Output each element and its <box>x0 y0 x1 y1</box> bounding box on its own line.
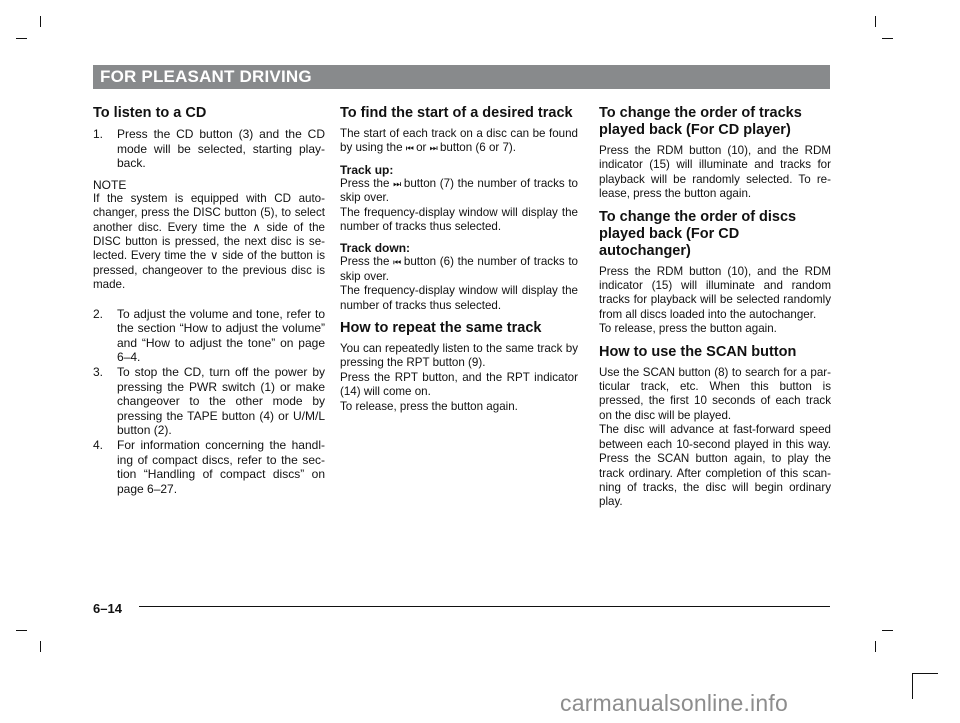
crop-mark <box>912 673 938 674</box>
step-number: 1. <box>93 127 104 141</box>
step-text: Press the CD button (3) and the CD mode will be selected, starting play-back. <box>117 127 325 171</box>
track-up-display-text: The frequency-display window will display the number of tracks thus selected. <box>340 205 578 234</box>
note-text <box>93 192 325 293</box>
note-text-b: side of the DISC button is pressed, the next disc is se-lected. Every time the <box>93 220 326 263</box>
list-item <box>93 438 325 496</box>
step-number: 3. <box>93 365 104 379</box>
repeat-text-b: Press the RPT button, and the RPT indicator (14) will come on. <box>340 370 578 399</box>
note-text-c: side of the button is pressed, changeover to the previous disc is made. <box>93 249 325 292</box>
track-down-text <box>340 255 578 284</box>
crop-mark <box>875 641 876 652</box>
repeat-text-c: To release, press the button again. <box>340 399 518 413</box>
up-arrow-icon: ∧ <box>252 220 261 234</box>
step-text: To adjust the volume and tone, refer to the section “How to adjust the volume” and “How to adjust the tone” on page 6–4. <box>117 306 325 365</box>
list-item <box>93 365 325 438</box>
intro-text-a: The start of each track on a disc can be found by using the <box>340 127 578 155</box>
crop-mark <box>40 641 41 652</box>
heading-repeat-track: How to repeat the same track <box>340 320 542 337</box>
previous-track-icon: ⏮ <box>393 257 401 268</box>
page-section-title: FOR PLEASANT DRIVING <box>100 67 312 86</box>
scan-text-b: The disc will advance at fast-forward speed between each 10-second played in this way. Press the SCAN button again, to play the track ordinary. After completion of this scan-ning of tracks, the disc will begin ordinary play. <box>599 423 831 509</box>
crop-mark <box>912 673 913 699</box>
find-track-intro <box>340 127 578 156</box>
heading-find-track: To find the start of a desired track <box>340 105 573 121</box>
list-item <box>93 307 325 365</box>
step-text: For information concerning the handl-ing of compact discs, refer to the sec-tion “Handling of compact discs” on page 6–27. <box>117 437 325 496</box>
steps-list <box>93 307 325 497</box>
page-number: 6–14 <box>93 601 122 616</box>
track-down-text-b: button (6) the number of tracks to skip over. <box>340 255 579 283</box>
column-left <box>93 105 325 496</box>
crop-mark <box>882 38 893 39</box>
scan-text-a: Use the SCAN button (8) to search for a par-ticular track, etc. When this button is pressed, the first 10 seconds of each track on the disc will be played. <box>599 365 831 422</box>
disc-order-text-a: Press the RDM button (10), and the RDM indicator (15) will illuminate and random tracks for playback will be selected randomly from all discs loaded into the autochanger. <box>599 264 831 321</box>
down-arrow-icon: ∨ <box>209 249 219 263</box>
repeat-text-a: You can repeatedly listen to the same track by pressing the RPT button (9). <box>340 342 578 370</box>
track-down-text-a: Press the <box>340 255 394 269</box>
disc-order-text-b: To release, press the button again. <box>599 322 777 336</box>
track-up-text-a: Press the <box>340 176 394 190</box>
next-track-icon: ⏭ <box>393 178 401 189</box>
track-up-text <box>340 177 578 206</box>
step-number: 4. <box>93 437 104 452</box>
note-label: NOTE <box>93 177 127 192</box>
note-text-a: If the system is equipped with CD auto-changer, press the DISC button (5), to select another disc. Every time the <box>93 191 325 234</box>
column-right <box>599 105 831 510</box>
list-item <box>93 127 325 171</box>
crop-mark <box>40 16 41 27</box>
step-number: 2. <box>93 306 104 321</box>
track-order-text: Press the RDM button (10), and the RDM indicator (15) will illuminate and tracks for playback will be randomly selected. To re-lease, press the button again. <box>599 144 831 201</box>
crop-mark <box>882 630 893 631</box>
heading-track-up: Track up: <box>340 162 394 177</box>
crop-mark <box>16 630 27 631</box>
intro-text-b: button (6 or 7). <box>436 141 516 155</box>
watermark: carmanualsonline.info <box>560 690 788 716</box>
heading-listen-cd: To listen to a CD <box>93 105 207 121</box>
intro-text-or: or <box>412 141 430 155</box>
track-down-display-text: The frequency-display window will display the number of tracks thus selected. <box>340 284 578 312</box>
step-text: To stop the CD, turn off the power by pressing the PWR switch (1) or make changeover to the other mode by pressing the TAPE button (4) or U/M/L button (2). <box>117 365 325 438</box>
crop-mark <box>875 16 876 27</box>
heading-track-down: Track down: <box>340 241 411 256</box>
previous-track-icon: ⏮ <box>405 143 413 154</box>
crop-mark <box>16 38 27 39</box>
heading-scan-button: How to use the SCAN button <box>599 343 797 360</box>
footer-rule <box>139 606 830 607</box>
track-up-text-b: button (7) the number of tracks to skip over. <box>340 176 579 205</box>
column-middle <box>340 105 578 414</box>
heading-disc-order: To change the order of discs played back (For CD autochanger) <box>599 208 797 259</box>
next-track-icon: ⏭ <box>429 143 437 154</box>
heading-track-order: To change the order of tracks played back (For CD player) <box>599 105 802 138</box>
steps-list <box>93 127 325 171</box>
